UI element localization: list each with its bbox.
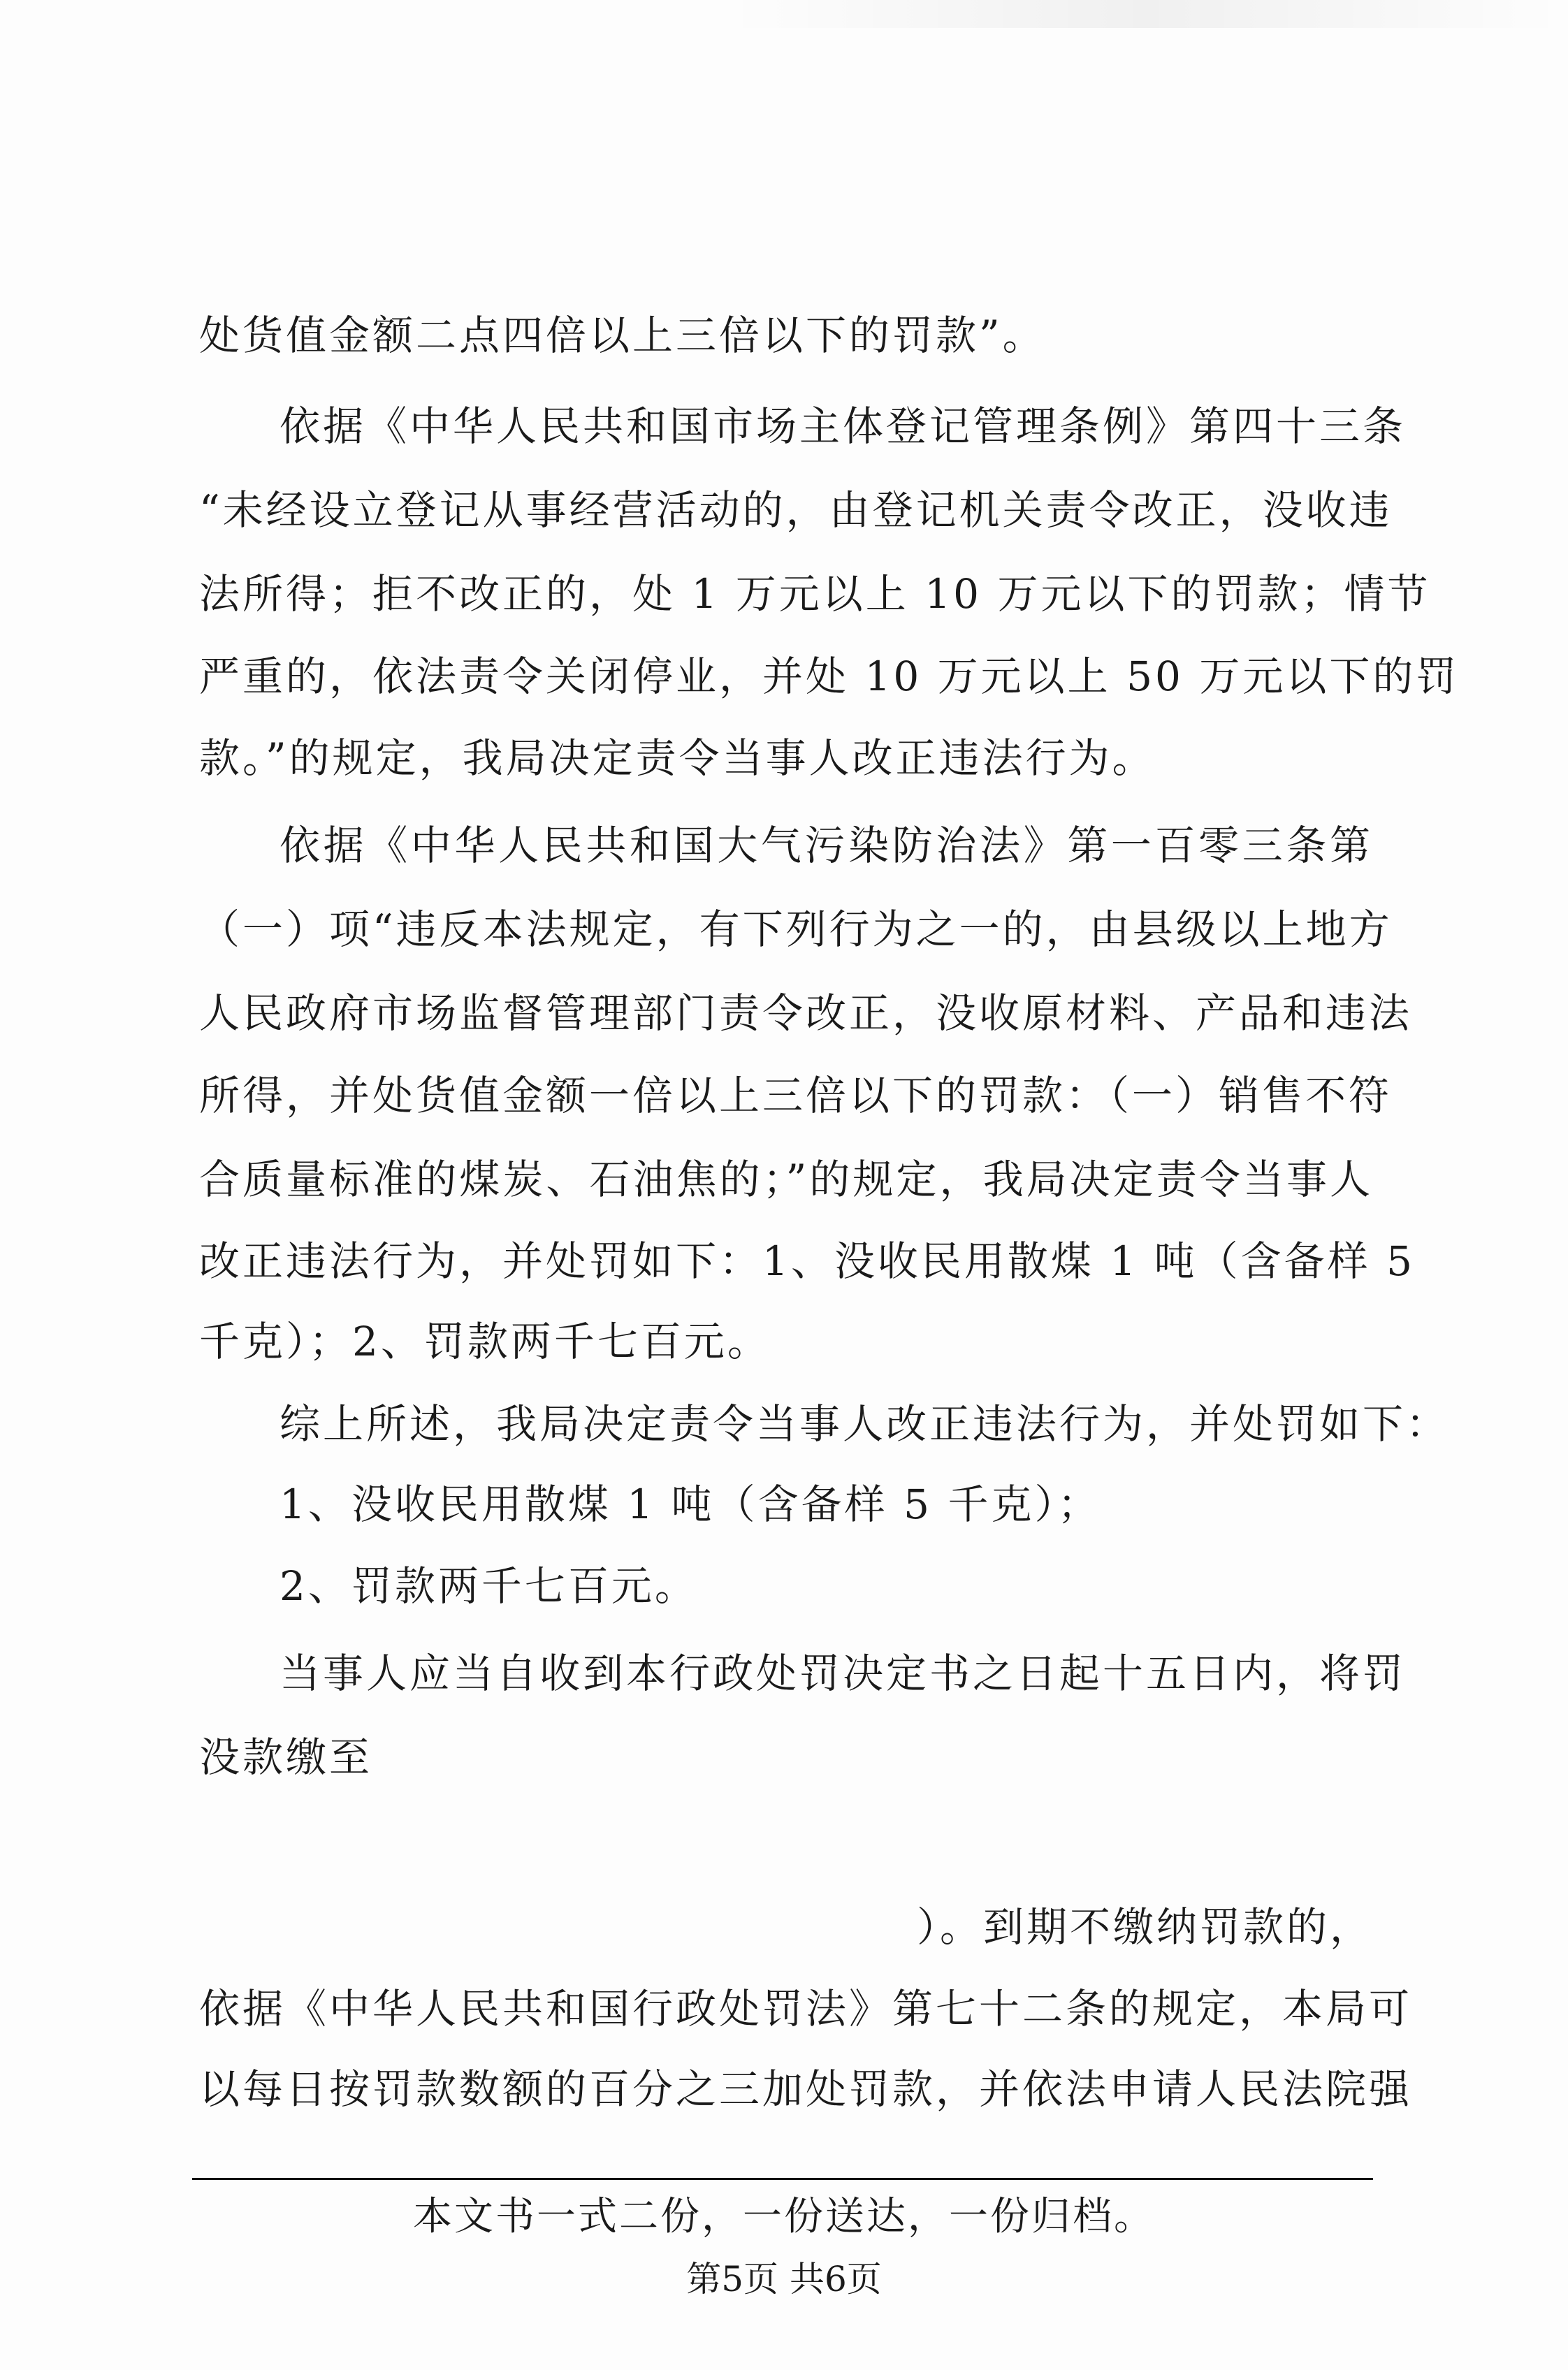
page-number: 第5页 共6页 xyxy=(686,2259,882,2299)
text-line-16: 2、罚款两千七百元。 xyxy=(280,1562,698,1610)
text-line-12: 改正违法行为，并处罚如下：1、没收民用散煤 1 吨（含备样 5 xyxy=(199,1237,1416,1285)
text-line-14: 综上所述，我局决定责令当事人改正违法行为，并处罚如下： xyxy=(280,1400,1450,1448)
text-line-19: ）。到期不缴纳罚款的， xyxy=(916,1903,1373,1951)
text-line-3: “未经设立登记从事经营活动的，由登记机关责令改正，没收违 xyxy=(199,486,1393,534)
text-line-9: 人民政府市场监督管理部门责令改正，没收原材料、产品和违法 xyxy=(199,989,1413,1037)
text-line-15: 1、没收民用散煤 1 吨（含备样 5 千克）； xyxy=(280,1481,1101,1528)
text-line-5: 严重的，依法责令关闭停业，并处 10 万元以上 50 万元以下的罚 xyxy=(199,653,1460,700)
footer-note: 本文书一式二份，一份送达，一份归档。 xyxy=(413,2194,1155,2239)
text-line-13: 千克）；2、罚款两千七百元。 xyxy=(199,1318,771,1365)
text-line-6: 款。”的规定，我局决定责令当事人改正违法行为。 xyxy=(199,734,1156,782)
text-line-1: 处货值金额二点四倍以上三倍以下的罚款”。 xyxy=(199,312,1046,359)
text-line-17: 当事人应当自收到本行政处罚决定书之日起十五日内，将罚 xyxy=(280,1650,1407,1697)
text-line-7: 依据《中华人民共和国大气污染防治法》第一百零三条第 xyxy=(280,822,1373,869)
text-line-21: 以每日按罚款数额的百分之三加处罚款，并依法申请人民法院强 xyxy=(199,2065,1413,2113)
text-line-11: 合质量标准的煤炭、石油焦的；”的规定，我局决定责令当事人 xyxy=(199,1156,1373,1203)
footer-rule xyxy=(192,2178,1373,2180)
text-line-4: 法所得；拒不改正的，处 1 万元以上 10 万元以下的罚款；情节 xyxy=(199,570,1431,618)
text-line-20: 依据《中华人民共和国行政处罚法》第七十二条的规定，本局可 xyxy=(199,1985,1413,2033)
text-line-18: 没款缴至 xyxy=(199,1733,373,1781)
text-line-2: 依据《中华人民共和国市场主体登记管理条例》第四十三条 xyxy=(280,402,1407,450)
text-line-8: （一）项“违反本法规定，有下列行为之一的，由县级以上地方 xyxy=(199,906,1393,953)
scan-artifact xyxy=(727,0,1565,28)
text-line-10: 所得，并处货值金额一倍以上三倍以下的罚款：（一）销售不符 xyxy=(199,1072,1393,1119)
